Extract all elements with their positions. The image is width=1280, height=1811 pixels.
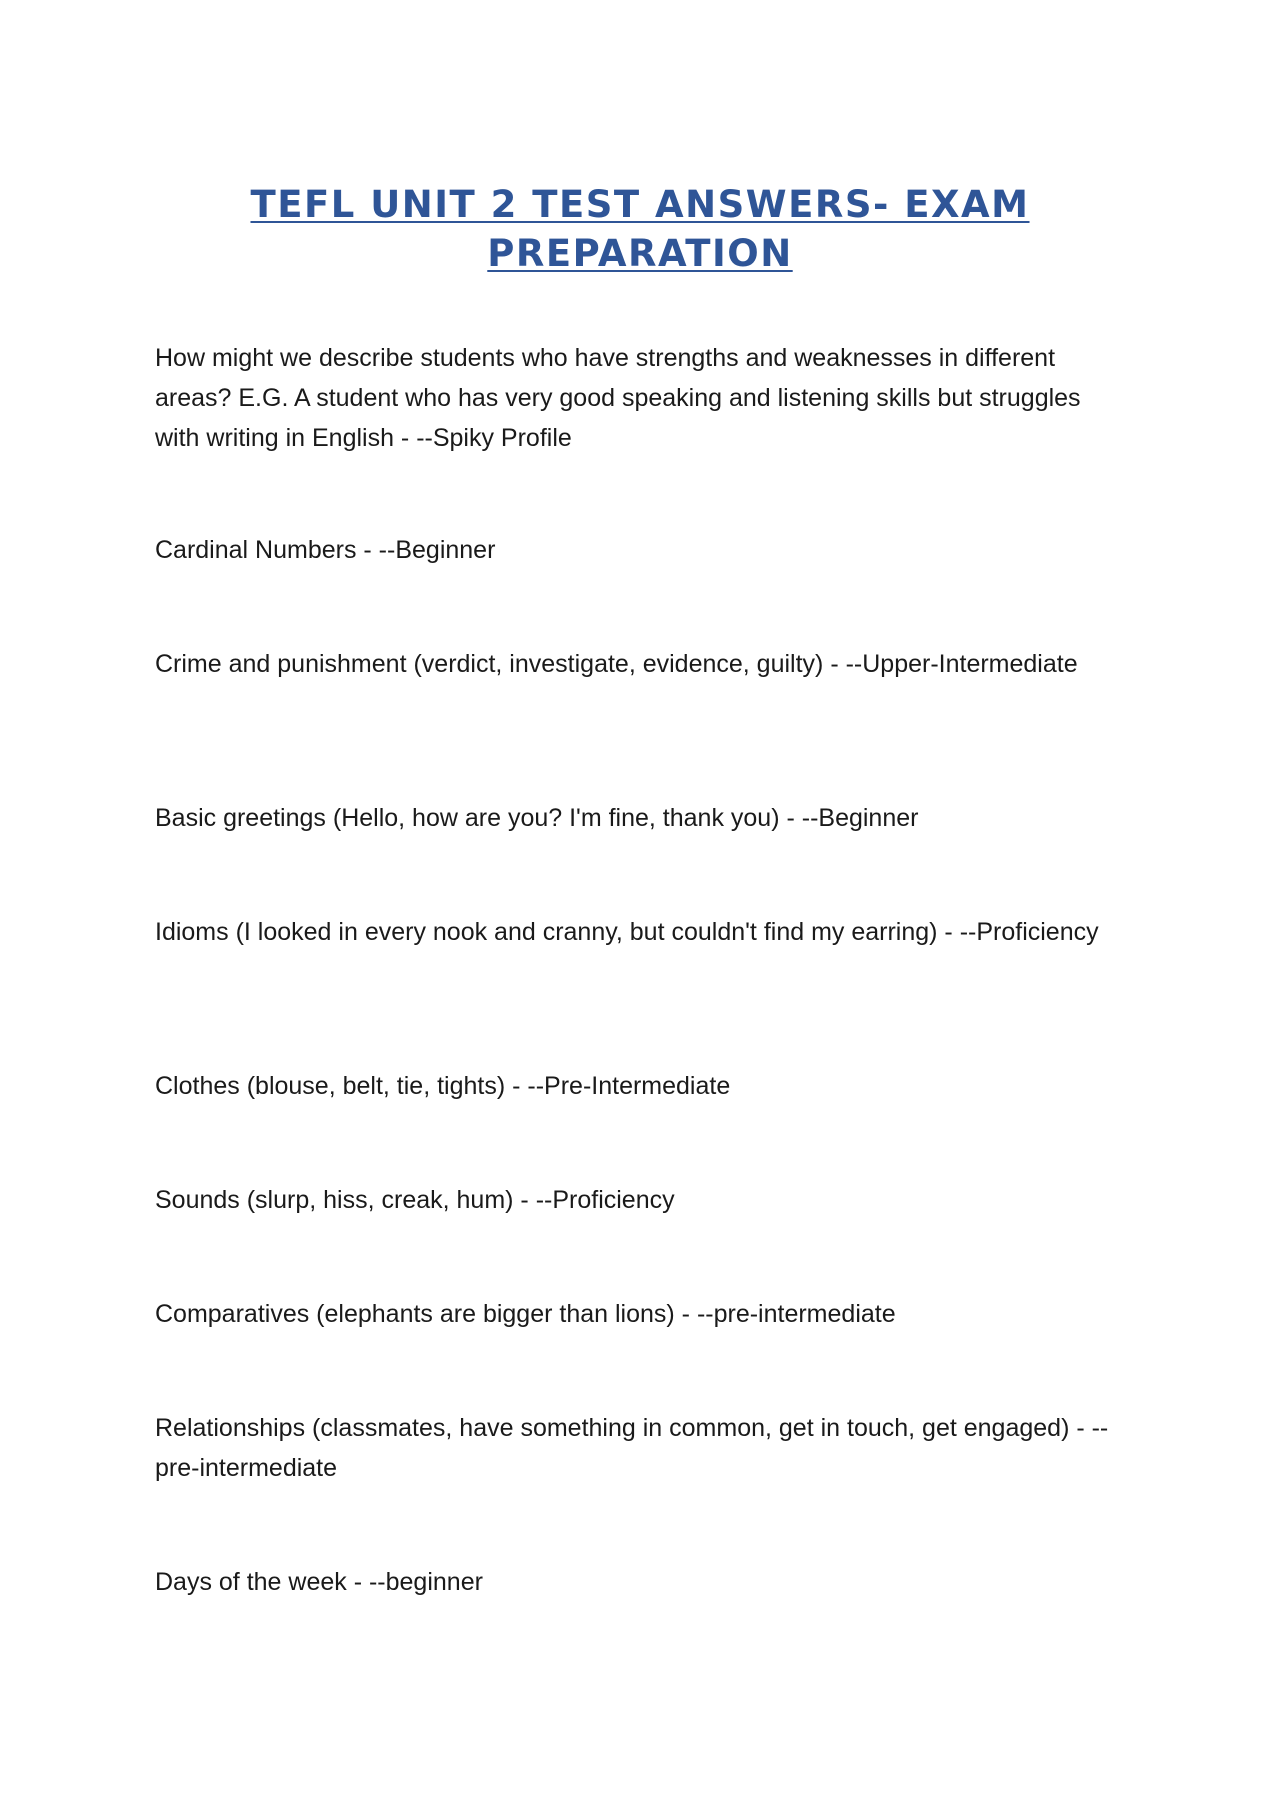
qa-item-idioms: Idioms (I looked in every nook and cranny, but couldn't find my earring) - --Proficiency (155, 918, 1099, 946)
qa-item-spiky-profile: How might we describe students who have strengths and weaknesses in different areas? E.G. A student who has very good speaking and listening skills but struggles with writing in English - --Spiky Profile (155, 344, 1081, 452)
qa-item-clothes: Clothes (blouse, belt, tie, tights) - --Pre-Intermediate (155, 1072, 731, 1100)
qa-item-comparatives: Comparatives (elephants are bigger than lions) - --pre-intermediate (155, 1300, 896, 1328)
qa-item-days-of-the-week: Days of the week - --beginner (155, 1568, 483, 1596)
qa-item-basic-greetings: Basic greetings (Hello, how are you? I'm fine, thank you) - --Beginner (155, 804, 919, 832)
qa-item-sounds: Sounds (slurp, hiss, creak, hum) - --Proficiency (155, 1186, 675, 1214)
document-title: TEFL UNIT 2 TEST ANSWERS- EXAM PREPARATION (250, 183, 1030, 275)
qa-item-cardinal-numbers: Cardinal Numbers - --Beginner (155, 536, 496, 564)
qa-item-crime-and-punishment: Crime and punishment (verdict, investigate, evidence, guilty) - --Upper-Intermediate (155, 650, 1078, 678)
qa-item-relationships: Relationships (classmates, have something in common, get in touch, get engaged) - --pre-intermediate (155, 1414, 1109, 1482)
